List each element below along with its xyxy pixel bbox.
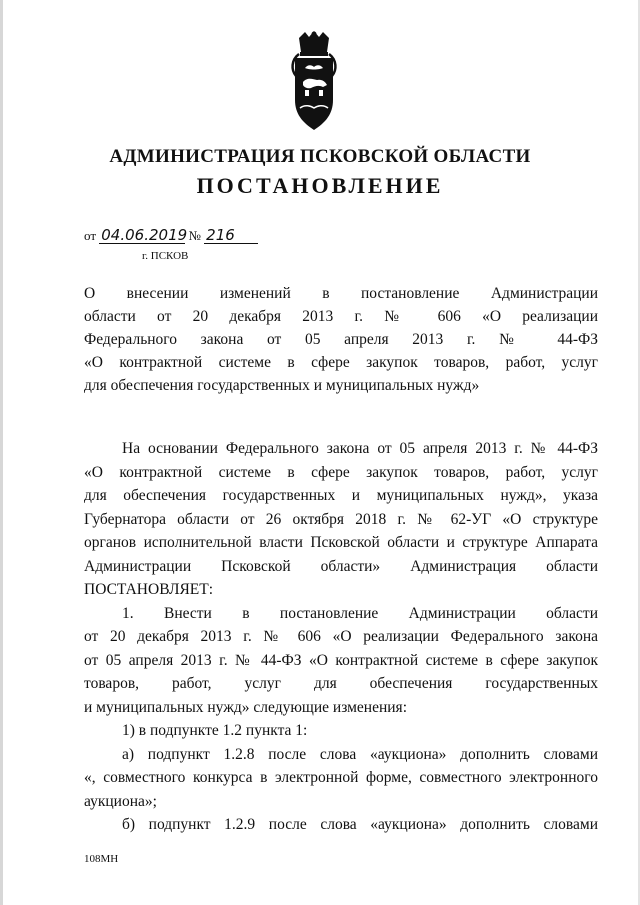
body-line: 1) в подпункте 1.2 пункта 1:	[122, 722, 308, 739]
body-line: ПОСТАНОВЛЯЕТ:	[84, 581, 214, 598]
body-line: от 05 апреля 2013 г. № 44-ФЗ «О контрактной системе в сфере закупок	[84, 651, 598, 669]
body-line: «О контрактной системе в сфере закупок товаров, работ, услуг	[84, 463, 598, 481]
body-line: 1. Внести в постановление Администрации области	[122, 604, 598, 622]
subject-line: области от 20 декабря 2013 г. № 606 «О реализации	[84, 308, 598, 325]
body-line: для обеспечения государственных и муниципальных нужд», указа	[84, 487, 598, 504]
body-line: аукциона»;	[84, 792, 157, 810]
body-line: Губернатора области от 26 октября 2018 г. № 62-УГ «О структуре	[84, 510, 598, 528]
date-number-line	[84, 228, 258, 244]
body-line: органов исполнительной власти Псковской области и структуре Аппарата	[84, 534, 598, 551]
subject-line: О внесении изменений в постановление Администрации	[84, 285, 598, 302]
date-value: 04.06.2019	[101, 226, 188, 244]
subject-line: Федерального закона от 05 апреля 2013 г. № 44-ФЗ	[84, 331, 598, 348]
coat-of-arms-icon	[285, 30, 343, 132]
body-text	[84, 437, 598, 837]
subject-line: «О контрактной системе в сфере закупок товаров, работ, услуг	[84, 354, 598, 371]
body-line: и муниципальных нужд» следующие изменения:	[84, 698, 407, 716]
subject-line: для обеспечения государственных и муниципальных нужд»	[84, 377, 480, 394]
city-label: г. ПСКОВ	[142, 250, 189, 262]
footer-code: 108МН	[84, 853, 119, 865]
body-line: а) подпункт 1.2.8 после слова «аукциона» дополнить словами	[122, 745, 598, 763]
document-type-title: ПОСТАНОВЛЕНИЕ	[196, 173, 444, 198]
body-line: от 20 декабря 2013 г. № 606 «О реализации Федерального закона	[84, 628, 598, 645]
administration-title: АДМИНИСТРАЦИЯ ПСКОВСКОЙ ОБЛАСТИ	[109, 146, 531, 167]
body-line: б) подпункт 1.2.9 после слова «аукциона» дополнить словами	[122, 816, 598, 833]
scan-edge-left	[0, 0, 3, 905]
body-line: «, совместного конкурса в электронной форме, совместного электронного	[84, 769, 598, 786]
body-line: Администрации Псковской области» Администрация области	[84, 557, 598, 575]
number-value: 216	[204, 228, 258, 244]
date-prefix: от	[84, 228, 97, 243]
body-line: На основании Федерального закона от 05 апреля 2013 г. № 44-ФЗ	[122, 440, 598, 457]
body-line: товаров, работ, услуг для обеспечения государственных	[84, 675, 598, 692]
number-prefix: №	[188, 228, 201, 243]
subject-block	[84, 282, 598, 397]
